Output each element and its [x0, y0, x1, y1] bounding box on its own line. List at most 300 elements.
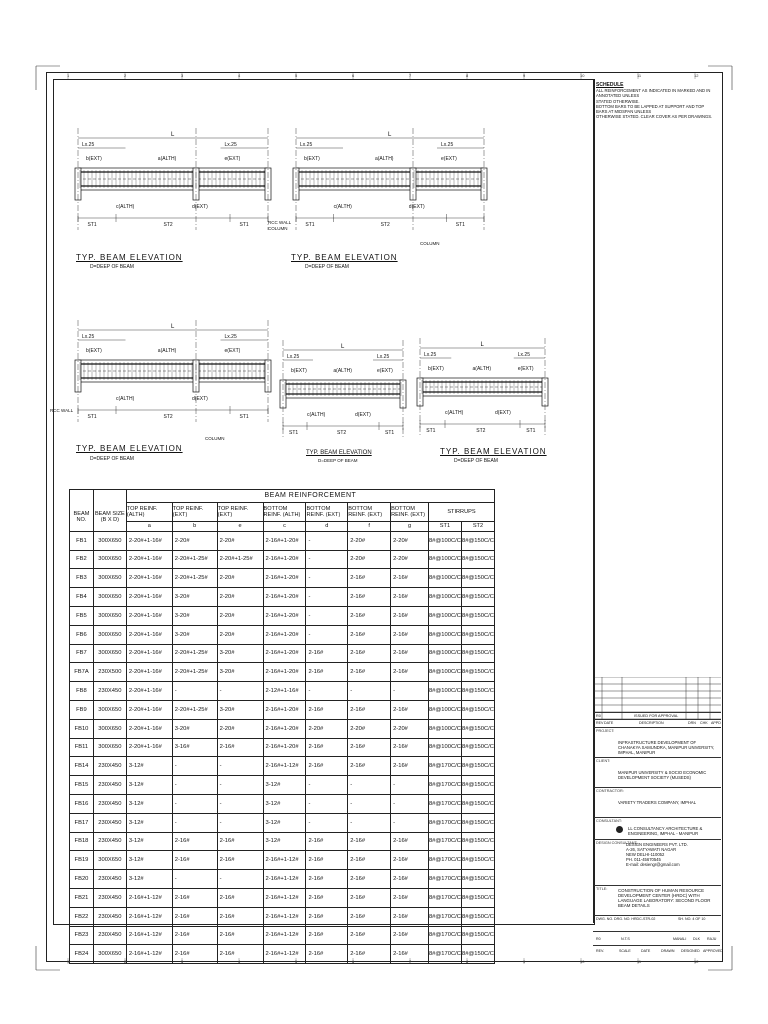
col-top-ext-b: TOP REINF. (EXT) — [172, 503, 217, 522]
ruler-number: 4 — [238, 959, 241, 964]
table-cell: 2-16# — [172, 926, 217, 945]
table-cell: 8#@150C/C — [461, 945, 494, 964]
table-cell: 300X650 — [93, 700, 126, 719]
table-cell: 2-20#+1-16# — [126, 606, 172, 625]
col-st2: ST2 — [461, 521, 494, 531]
table-cell: 230X450 — [93, 813, 126, 832]
table-cell: 2-20# — [306, 719, 348, 738]
detail-label: b(EXT) — [86, 348, 102, 354]
table-cell: 2-20# — [348, 531, 391, 550]
col-bot-ext-g: BOTTOM REINF. (EXT) — [391, 503, 429, 522]
col-beam-size: BEAM SIZE (B X D) — [93, 503, 126, 532]
project-box — [594, 727, 721, 757]
table-cell: 300X650 — [93, 588, 126, 607]
table-cell: 8#@100C/C — [428, 644, 461, 663]
table-cell: 8#@150C/C — [461, 588, 494, 607]
beam-elevation-details — [0, 0, 600, 480]
detail-label: e(EXT) — [441, 156, 457, 162]
table-cell: 3-12# — [263, 832, 306, 851]
table-cell: 8#@100C/C — [428, 569, 461, 588]
table-cell: 2-16# — [348, 851, 391, 870]
beam-sketch — [75, 320, 271, 422]
table-cell: - — [217, 776, 263, 795]
drawing-number-box — [594, 915, 721, 923]
table-cell: 2-16# — [391, 851, 429, 870]
table-row — [70, 700, 495, 719]
table-cell: - — [172, 682, 217, 701]
table-cell: 3-12# — [263, 794, 306, 813]
table-cell: 8#@170C/C — [428, 813, 461, 832]
rev-h-desc: DESCRIPTION — [639, 721, 664, 725]
table-cell: 2-16#+1-12# — [126, 926, 172, 945]
table-row — [70, 851, 495, 870]
detail-label: b(EXT) — [86, 156, 102, 162]
table-cell: FB19 — [70, 851, 94, 870]
table-cell: 8#@100C/C — [428, 719, 461, 738]
table-cell: FB20 — [70, 870, 94, 889]
table-cell: 230X450 — [93, 794, 126, 813]
table-row — [70, 832, 495, 851]
table-cell: 3-20# — [172, 588, 217, 607]
detail-label: Lx.25 — [82, 334, 95, 340]
table-row — [70, 682, 495, 701]
table-row — [70, 738, 495, 757]
table-cell: - — [217, 794, 263, 813]
table-cell: 2-16# — [391, 644, 429, 663]
table-cell: - — [172, 794, 217, 813]
table-cell: 8#@170C/C — [428, 851, 461, 870]
detail-label: ST1 — [305, 222, 315, 228]
table-cell: 2-16#+1-12# — [126, 945, 172, 964]
table-cell: 2-16# — [391, 757, 429, 776]
detail-label: d(EXT) — [355, 412, 371, 418]
detail-sub-3: D=DEEP OF BEAM — [90, 456, 134, 462]
ruler-number: 1 — [67, 73, 70, 78]
table-cell: - — [217, 813, 263, 832]
col-st1: ST1 — [428, 521, 461, 531]
table-cell: 2-20#+1-16# — [126, 663, 172, 682]
ruler-number: 7 — [409, 959, 412, 964]
table-cell: FB3 — [70, 569, 94, 588]
col-bot-ext-d: BOTTOM REINF. (EXT) — [306, 503, 348, 522]
detail-label: b(EXT) — [291, 368, 307, 374]
ruler-number: 10 — [580, 959, 585, 964]
table-cell: 2-16# — [217, 926, 263, 945]
detail-label: ST1 — [239, 222, 249, 228]
table-cell: 3-16# — [172, 738, 217, 757]
drg-label: DWG. NO. — [596, 917, 614, 921]
table-cell: 8#@100C/C — [428, 625, 461, 644]
table-cell: 300X650 — [93, 625, 126, 644]
table-cell: FB8 — [70, 682, 94, 701]
table-cell: 2-20# — [217, 606, 263, 625]
table-cell: 2-16# — [172, 907, 217, 926]
table-cell: 2-20#+1-16# — [126, 644, 172, 663]
detail-label: b(EXT) — [304, 156, 320, 162]
table-cell: 300X650 — [93, 531, 126, 550]
table-cell: 230X450 — [93, 926, 126, 945]
table-cell: - — [306, 813, 348, 832]
table-cell: 8#@100C/C — [428, 588, 461, 607]
table-cell: - — [172, 776, 217, 795]
drg-no: DRG. NO. HRDC-STR-02 — [614, 917, 656, 921]
table-cell: FB24 — [70, 945, 94, 964]
table-cell: 2-16# — [172, 945, 217, 964]
table-cell: 2-16# — [172, 832, 217, 851]
footer-scale-val: N.T.S — [621, 937, 630, 941]
ruler-number: 2 — [124, 73, 127, 78]
table-cell: - — [306, 588, 348, 607]
table-cell: 2-16# — [306, 926, 348, 945]
table-cell: 230X500 — [93, 663, 126, 682]
detail-caption-1: TYP. BEAM ELEVATION — [76, 253, 183, 262]
table-cell: 2-20#+1-16# — [126, 569, 172, 588]
table-cell: 2-16#+1-12# — [263, 870, 306, 889]
table-cell: - — [391, 813, 429, 832]
detail-label: ST1 — [239, 414, 249, 420]
col-top-alth: TOP REINF. (ALTH) — [126, 503, 172, 522]
table-cell: 2-20#+1-25# — [172, 550, 217, 569]
letter-f: f — [348, 521, 391, 531]
detail-label: d(EXT) — [408, 204, 425, 210]
table-row — [70, 776, 495, 795]
detail-label: e(EXT) — [224, 156, 241, 162]
revision-grid — [594, 677, 721, 697]
table-row — [70, 870, 495, 889]
table-cell: 2-16# — [391, 907, 429, 926]
client-name: MANIPUR UNIVERSITY & SOCIO ECONOMIC DEVELOPMENT SOCIETY (MUSEDS) — [618, 770, 707, 780]
table-row — [70, 719, 495, 738]
table-cell: 300X650 — [93, 945, 126, 964]
contractor-name: VARIETY TRADERS COMPANY, IMPHAL — [618, 800, 697, 805]
detail-label: ST1 — [426, 428, 436, 434]
ruler-number: 12 — [694, 73, 699, 78]
detail-label: d(EXT) — [192, 396, 208, 402]
footer-scale: SCALE — [619, 949, 631, 953]
ruler-number: 12 — [694, 959, 699, 964]
table-cell: 2-16# — [348, 738, 391, 757]
table-cell: - — [348, 794, 391, 813]
footer-designed-val: DLK — [693, 937, 700, 941]
table-cell: 2-16# — [391, 870, 429, 889]
detail-label: ST1 — [526, 428, 536, 434]
table-cell: 8#@150C/C — [461, 926, 494, 945]
contractor-box — [594, 787, 721, 817]
table-cell: 8#@100C/C — [428, 700, 461, 719]
table-cell: 2-16# — [306, 888, 348, 907]
table-cell: 2-16#+1-20# — [263, 606, 306, 625]
table-cell: 2-16#+1-12# — [263, 907, 306, 926]
table-cell: - — [306, 625, 348, 644]
table-cell: 2-16#+1-20# — [263, 625, 306, 644]
table-row — [70, 606, 495, 625]
table-row — [70, 550, 495, 569]
table-cell: 3-12# — [126, 757, 172, 776]
table-cell: 2-20#+1-16# — [126, 625, 172, 644]
detail-label: ST1 — [87, 414, 97, 420]
drawing-title: CONSTRUCTION OF HUMAN RESOURCE DEVELOPMENT CENTER (HRDC) WITH LANGUAGE LABORATORY: SECOND FLOOR BEAM DETAILS — [618, 888, 711, 908]
footer-approved-val: RAJU — [707, 937, 717, 941]
table-cell: FB21 — [70, 888, 94, 907]
table-cell: 2-16# — [391, 945, 429, 964]
table-cell: 8#@170C/C — [428, 945, 461, 964]
detail-label: ST1 — [87, 222, 97, 228]
table-cell: 2-16# — [391, 738, 429, 757]
detail-label: a(ALTH) — [333, 368, 352, 374]
table-cell: 230X450 — [93, 832, 126, 851]
table-row — [70, 569, 495, 588]
table-cell: 2-16#+1-20# — [263, 550, 306, 569]
consultant-box — [594, 817, 721, 839]
table-cell: FB7 — [70, 644, 94, 663]
beam-sketch — [75, 128, 271, 230]
table-cell: 2-16# — [391, 588, 429, 607]
table-cell: 8#@150C/C — [461, 851, 494, 870]
letter-d: d — [306, 521, 348, 531]
ruler-number: 2 — [124, 959, 127, 964]
detail-label: d(EXT) — [495, 410, 511, 416]
table-cell: 230X450 — [93, 757, 126, 776]
table-cell: FB18 — [70, 832, 94, 851]
table-cell: 2-16# — [306, 700, 348, 719]
detail-label: c(ALTH) — [116, 204, 135, 210]
table-cell: 8#@150C/C — [461, 719, 494, 738]
detail-label: ST2 — [163, 222, 173, 228]
table-cell: 2-20#+1-16# — [126, 531, 172, 550]
table-cell: 2-20# — [391, 719, 429, 738]
table-cell: 2-16# — [306, 757, 348, 776]
table-cell: 2-16# — [391, 606, 429, 625]
table-cell: 2-16# — [217, 945, 263, 964]
table-cell: 2-20# — [348, 550, 391, 569]
table-cell: 2-20#+1-25# — [172, 644, 217, 663]
table-cell: 8#@150C/C — [461, 606, 494, 625]
detail-label: d(EXT) — [192, 204, 208, 210]
rev-h-drn: DRN — [688, 721, 696, 725]
table-cell: 8#@170C/C — [428, 832, 461, 851]
table-cell: 2-20#+1-16# — [126, 719, 172, 738]
detail-label: L — [171, 324, 175, 330]
table-cell: FB11 — [70, 738, 94, 757]
detail-label: c(ALTH) — [333, 204, 352, 210]
detail-caption-5: TYP. BEAM ELEVATION — [440, 447, 547, 456]
detail-label: e(EXT) — [224, 348, 241, 354]
table-cell: 2-16#+1-12# — [126, 907, 172, 926]
sheet-no: SH. NO. 4 OF 10 — [678, 917, 706, 921]
table-cell: FB15 — [70, 776, 94, 795]
detail-label: c(ALTH) — [116, 396, 135, 402]
table-cell: 300X650 — [93, 851, 126, 870]
table-cell: - — [348, 813, 391, 832]
label-rcc-wall: RCC WALL — [50, 408, 74, 413]
table-cell: 2-16# — [348, 588, 391, 607]
notes-title: SCHEDULE — [596, 82, 624, 88]
table-cell: 2-16# — [391, 663, 429, 682]
beam-sketch — [293, 128, 487, 230]
table-cell: 3-12# — [126, 851, 172, 870]
note-line: ALL REINFORCEMENT AS INDICATED IN MARKED AND IN ANNOTATED UNLESS — [596, 88, 711, 99]
table-cell: 2-20# — [217, 719, 263, 738]
table-cell: 300X650 — [93, 550, 126, 569]
table-cell: 3-20# — [172, 719, 217, 738]
detail-label: e(EXT) — [377, 368, 393, 374]
table-cell: 2-16#+1-12# — [263, 757, 306, 776]
footer-rev: REV. — [596, 949, 605, 953]
table-cell: 8#@150C/C — [461, 682, 494, 701]
table-cell: 2-16# — [348, 700, 391, 719]
detail-label: c(ALTH) — [307, 412, 326, 418]
table-cell: 2-12#+1-16# — [263, 682, 306, 701]
table-cell: 2-16# — [391, 569, 429, 588]
table-cell: 8#@150C/C — [461, 569, 494, 588]
ruler-number: 8 — [466, 73, 469, 78]
table-row — [70, 531, 495, 550]
detail-label: Lx.25 — [424, 352, 437, 358]
letter-b: b — [172, 521, 217, 531]
table-cell: 2-16# — [348, 625, 391, 644]
detail-label: Lx.25 — [517, 352, 530, 358]
table-cell: 2-20#+1-16# — [126, 700, 172, 719]
table-cell: 2-16#+1-12# — [263, 926, 306, 945]
revision-header — [594, 719, 721, 727]
table-cell: 2-20# — [391, 531, 429, 550]
consultant-name: LL CONSULTANCY ARCHITECTURE & ENGINEERING, IMPHAL - MANIPUR — [628, 826, 703, 836]
table-cell: 230X450 — [93, 870, 126, 889]
detail-label: Lx.25 — [224, 334, 237, 340]
table-row — [70, 588, 495, 607]
table-cell: - — [306, 794, 348, 813]
detail-label: ST2 — [380, 222, 390, 228]
note-line: BOTTOM BARS TO BE LAPPED AT SUPPORT AND TOP BARS AT MIDSPAN UNLESS — [596, 103, 705, 115]
table-cell: 2-16# — [217, 888, 263, 907]
table-cell: 2-16# — [348, 606, 391, 625]
detail-sub-5: D=DEEP OF BEAM — [454, 458, 498, 464]
ruler-number: 6 — [352, 73, 355, 78]
table-cell: 2-16#+1-20# — [263, 531, 306, 550]
table-cell: 8#@170C/C — [428, 776, 461, 795]
table-cell: 8#@150C/C — [461, 550, 494, 569]
detail-label: Lx.25 — [82, 142, 95, 148]
detail-sub-1: D=DEEP OF BEAM — [90, 264, 134, 270]
table-cell: 3-20# — [172, 606, 217, 625]
rev-no: R0 — [596, 714, 601, 718]
table-cell: - — [348, 776, 391, 795]
table-cell: 2-16#+1-12# — [263, 945, 306, 964]
col-beam-no: BEAM NO. — [70, 503, 94, 532]
ruler-number: 9 — [523, 73, 526, 78]
note-line: OTHERWISE STATED. CLEAR COVER AS PER DRAWINGS. — [596, 114, 713, 120]
detail-label: a(ALTH) — [157, 348, 177, 354]
detail-caption-2: TYP. BEAM ELEVATION — [291, 253, 398, 262]
title-block — [593, 79, 721, 923]
col-stirrups: STIRRUPS — [428, 503, 494, 522]
table-cell: 2-20# — [217, 625, 263, 644]
footer-drawn-val: MANALI — [673, 937, 687, 941]
table-cell: 3-12# — [126, 813, 172, 832]
ruler-number: 5 — [295, 959, 298, 964]
detail-label: L — [388, 132, 392, 138]
table-cell: 3-12# — [126, 870, 172, 889]
table-cell: 2-16# — [391, 625, 429, 644]
detail-label: ST1 — [385, 430, 395, 436]
table-cell: FB4 — [70, 588, 94, 607]
table-cell: 3-20# — [217, 644, 263, 663]
table-cell: 2-16# — [348, 907, 391, 926]
table-cell: 2-16# — [217, 907, 263, 926]
detail-label: b(EXT) — [428, 366, 444, 372]
table-cell: - — [306, 550, 348, 569]
table-row — [70, 644, 495, 663]
table-cell: 2-20#+1-16# — [126, 588, 172, 607]
table-cell: 8#@150C/C — [461, 832, 494, 851]
table-cell: 2-16# — [391, 926, 429, 945]
detail-label: Lx.25 — [300, 142, 313, 148]
ruler-number: 3 — [181, 73, 184, 78]
table-cell: 8#@100C/C — [428, 531, 461, 550]
table-cell: 2-20#+1-16# — [126, 682, 172, 701]
table-cell: 2-16# — [348, 644, 391, 663]
col-bot-alth: BOTTOM REINF. (ALTH) — [263, 503, 306, 522]
table-cell: 8#@170C/C — [428, 888, 461, 907]
table-cell: - — [172, 870, 217, 889]
client-label: CLIENT: — [596, 759, 611, 763]
table-cell: 2-20# — [172, 531, 217, 550]
table-cell: 230X450 — [93, 682, 126, 701]
detail-label: ST2 — [337, 430, 347, 436]
note-line: STATED OTHERWISE. — [596, 98, 640, 104]
table-cell: 230X450 — [93, 907, 126, 926]
design-line: E-mail: desiengr@gmail.com — [626, 862, 680, 867]
table-cell: FB5 — [70, 606, 94, 625]
table-cell: 3-12# — [126, 776, 172, 795]
detail-label: Lx.25 — [287, 354, 300, 360]
table-cell: 300X650 — [93, 606, 126, 625]
table-row — [70, 926, 495, 945]
table-cell: - — [172, 813, 217, 832]
table-cell: - — [217, 757, 263, 776]
table-cell: 2-16# — [217, 738, 263, 757]
table-cell: 2-16#+1-12# — [263, 851, 306, 870]
table-cell: 2-16#+1-12# — [263, 888, 306, 907]
table-cell: 2-16#+1-20# — [263, 588, 306, 607]
rev-h-date: DATE — [604, 721, 614, 725]
table-cell: - — [306, 531, 348, 550]
table-cell: - — [391, 794, 429, 813]
table-cell: 300X650 — [93, 719, 126, 738]
table-cell: FB7A — [70, 663, 94, 682]
table-cell: 2-20# — [217, 588, 263, 607]
table-cell: 8#@150C/C — [461, 813, 494, 832]
table-cell: 2-16# — [348, 663, 391, 682]
table-row — [70, 813, 495, 832]
table-cell: 8#@150C/C — [461, 870, 494, 889]
table-cell: 2-16# — [306, 870, 348, 889]
table-cell: 2-20#+1-25# — [217, 550, 263, 569]
table-cell: FB2 — [70, 550, 94, 569]
table-cell: 2-20# — [217, 569, 263, 588]
table-cell: 2-20# — [348, 719, 391, 738]
table-cell: 300X650 — [93, 738, 126, 757]
table-cell: 8#@170C/C — [428, 870, 461, 889]
table-cell: 3-20# — [217, 700, 263, 719]
footer-approved: APPROVED — [703, 949, 723, 953]
table-cell: 2-16# — [306, 644, 348, 663]
table-cell: FB14 — [70, 757, 94, 776]
consultant-label: CONSULTANT: — [596, 819, 622, 823]
table-cell: 8#@150C/C — [461, 700, 494, 719]
footer-drawn: DRAWN — [661, 949, 675, 953]
table-cell: FB10 — [70, 719, 94, 738]
